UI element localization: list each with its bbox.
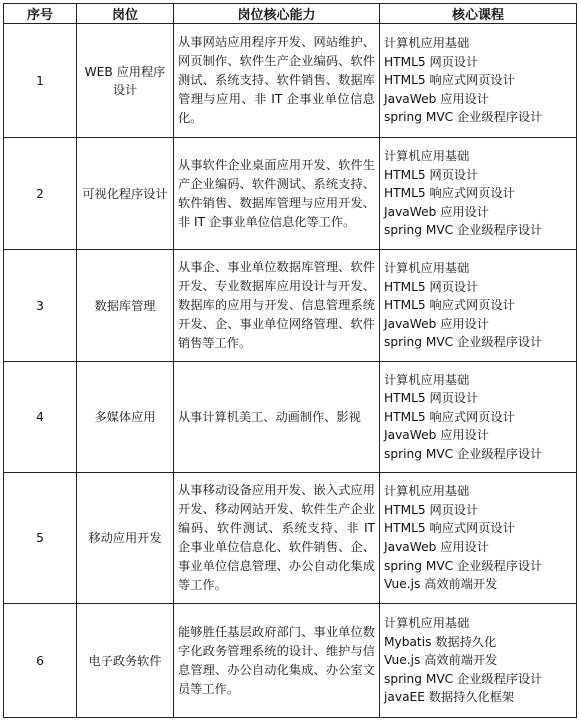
row-courses <box>380 604 577 718</box>
course-item: spring MVC 企业级程序设计 <box>384 110 543 125</box>
table-row <box>4 138 577 250</box>
course-item: JavaWeb 应用设计 <box>384 316 489 331</box>
row-index: 6 <box>4 604 77 718</box>
row-post: 电子政务软件 <box>77 604 174 718</box>
course-item: HTML5 网页设计 <box>384 54 479 69</box>
row-post: WEB 应用程序设计 <box>77 24 174 138</box>
course-item: HTML5 响应式网页设计 <box>384 409 515 424</box>
course-item: 计算机应用基础 <box>384 261 470 276</box>
header-courses: 核心课程 <box>380 4 577 24</box>
row-index: 4 <box>4 362 77 473</box>
row-post: 数据库管理 <box>77 250 174 362</box>
row-index: 2 <box>4 138 77 250</box>
course-item: JavaWeb 应用设计 <box>384 540 489 554</box>
row-post: 多媒体应用 <box>77 362 174 473</box>
row-ability: 从事计算机美工、动画制作、影视 <box>174 362 380 473</box>
course-item: 计算机应用基础 <box>384 149 470 164</box>
row-ability: 从事移动设备应用开发、嵌入式应用开发、移动网站开发、软件生产企业编码、软件测试、系统支持、非 IT 企事业单位信息化、软件销售、企、事业单位信息管理、办公自动化集成等工作。 <box>174 473 380 604</box>
course-item: JavaWeb 应用设计 <box>384 91 489 106</box>
row-courses <box>380 473 577 604</box>
course-item: HTML5 网页设计 <box>384 279 479 294</box>
course-item: spring MVC 企业级程序设计 <box>384 446 543 461</box>
row-index: 1 <box>4 24 77 138</box>
course-item: JavaWeb 应用设计 <box>384 204 489 219</box>
header-post: 岗位 <box>77 4 174 24</box>
course-item: spring MVC 企业级程序设计 <box>384 671 543 686</box>
row-ability: 从事网站应用程序开发、网站维护、网页制作、软件生产企业编码、软件测试、系统支持、软件销售、数据库管理与应用、非 IT 企事业单位信息化。 <box>174 24 380 138</box>
course-item: 计算机应用基础 <box>384 372 470 387</box>
course-item: JavaWeb 应用设计 <box>384 428 489 443</box>
row-ability: 从事软件企业桌面应用开发、软件生产企业编码、软件测试、系统支持、软件销售、数据库管理与应用开发、非 IT 企事业单位信息化等工作。 <box>174 138 380 250</box>
row-courses <box>380 24 577 138</box>
row-courses <box>380 138 577 250</box>
course-item: HTML5 网页设计 <box>384 167 479 182</box>
course-item: HTML5 网页设计 <box>384 391 479 406</box>
header-ability: 岗位核心能力 <box>174 4 380 24</box>
course-item: HTML5 响应式网页设计 <box>384 186 515 201</box>
curriculum-table <box>3 3 577 718</box>
course-item: 计算机应用基础 <box>384 484 470 499</box>
row-courses <box>380 362 577 473</box>
table-row <box>4 250 577 362</box>
row-ability: 从事企、事业单位数据库管理、软件开发、专业数据库应用设计与开发、数据库的应用与开发、信息管理系统开发、企、事业单位网络管理、软件销售等工作。 <box>174 250 380 362</box>
table-row <box>4 473 577 604</box>
header-index: 序号 <box>4 4 77 24</box>
course-item: Vue.js 高效前端开发 <box>384 653 498 668</box>
row-index: 3 <box>4 250 77 362</box>
course-item: HTML5 网页设计 <box>384 502 479 517</box>
row-courses <box>380 250 577 362</box>
table-row <box>4 604 577 718</box>
row-index: 5 <box>4 473 77 604</box>
course-item: Mybatis 数据持久化 <box>384 634 497 649</box>
table-row <box>4 24 577 138</box>
course-item: javaEE 数据持久化框架 <box>384 690 515 705</box>
course-item: HTML5 响应式网页设计 <box>384 73 515 88</box>
row-post: 可视化程序设计 <box>77 138 174 250</box>
course-item: Vue.js 高效前端开发 <box>384 577 498 592</box>
row-ability: 能够胜任基层政府部门、事业单位数字化政务管理系统的设计、维护与信息管理、办公自动化集成、办公室文员等工作。 <box>174 604 380 718</box>
course-item: 计算机应用基础 <box>384 36 470 51</box>
row-post: 移动应用开发 <box>77 473 174 604</box>
course-item: HTML5 响应式网页设计 <box>384 298 515 313</box>
course-item: spring MVC 企业级程序设计 <box>384 223 543 238</box>
course-item: spring MVC 企业级程序设计 <box>384 558 543 573</box>
course-item: 计算机应用基础 <box>384 616 470 631</box>
course-item: spring MVC 企业级程序设计 <box>384 335 543 350</box>
table-row <box>4 362 577 473</box>
course-item: HTML5 响应式网页设计 <box>384 521 515 536</box>
table-header-row <box>4 4 577 24</box>
